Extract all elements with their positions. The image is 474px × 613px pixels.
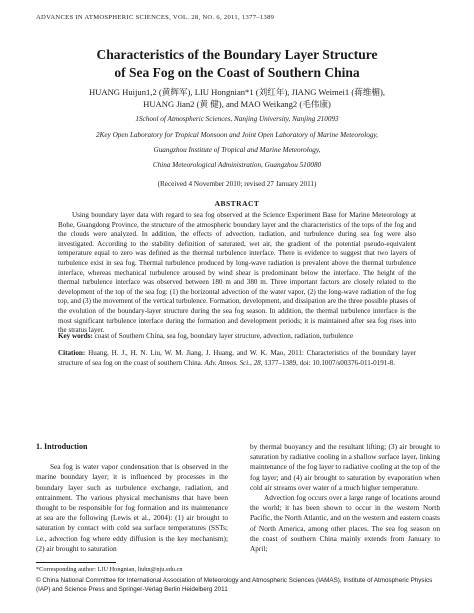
citation: Citation: Huang, H. J., H. N. Liu, W. M. Jiang, J. Huang, and W. K. Mao, 2011: Characteristics of the boundary layer structure of sea fog on the coast of southern China. Adv. Atmos. Sci., 28, 1377–1389, doi: 10.1007/s00376-011-0191-8. [58, 349, 416, 367]
paper-title [20, 46, 454, 82]
citation-pages-doi: , 1377–1389, doi: 10.1007/s00376-011-0191-8. [260, 358, 396, 367]
keywords-text: coast of Southern China, sea fog, boundary layer structure, advection, radiation, turbulence [94, 332, 354, 340]
keywords [58, 332, 416, 342]
affiliation-2-line-3: China Meteorological Administration, Guangzhou 510080 [152, 161, 322, 169]
affiliation-2-line-2: Guangzhou Institute of Tropical and Marine Meteorology, [153, 146, 321, 154]
received-dates: (Received 4 November 2010; revised 27 January 2011) [157, 180, 317, 188]
title-line-1: Characteristics of the Boundary Layer Structure [96, 47, 378, 62]
authors-line-1: HUANG Huijun1,2 (黄辉军), LIU Hongnian*1 (刘红年), JIANG Weimei1 (蒋维楣), [88, 87, 386, 97]
citation-journal: Adv. Atmos. Sci. [204, 358, 251, 367]
citation-label: Citation: [58, 349, 86, 357]
intro-paragraph-1: Sea fog is water vapor condensation that is observed in the marine boundary layer; it is influenced by processes in the boundary layer such as turbulence exchange, radiation, and entrainment. The various physical mechanisms that have been thought to be responsible for fog formation and its maintenance at sea are the following (Lewis et al., 2004): (1) air brought to saturation by contact with cold sea surface temperatures (SSTs; i.e., advection fog where eddy diffusion is the key mechanism); (2) air brought to saturation [36, 462, 228, 553]
corresponding-author-note: *Corresponding author: LIU Hongnian, liuhn@nju.edu.cn [36, 566, 183, 573]
left-column [36, 442, 228, 554]
affiliation-1: 1School of Atmospheric Sciences, Nanjing University, Nanjing 210093 [135, 115, 339, 123]
footnote-rule [36, 562, 116, 563]
authors-line-2: HUANG Jian2 (黄 健), and MAO Weikang2 (毛伟康) [143, 99, 331, 109]
abstract-heading: ABSTRACT [214, 199, 260, 208]
right-column [250, 442, 440, 554]
title-line-2: of Sea Fog on the Coast of Southern China [114, 65, 360, 80]
intro-paragraph-1-continued: by thermal buoyancy and the resultant lifting; (3) air brought to saturation by radiative cooling in a shallow surface layer, linking maintenance of the fog layer to radiative cooling at the top of the fog layer; and (4) air brought to saturation by evaporation when cold air streams over water of a much higher temperature. [250, 442, 440, 492]
copyright-note: © China National Committee for International Association of Meteorology and Atmospheric Sciences (IAMAS), Institute of Atmospheric Physics (IAP) and Science Press and Springer-Verlag Berlin Heidelberg 2011 [36, 577, 433, 593]
section-heading-introduction: 1. Introduction [36, 442, 88, 451]
running-header: ADVANCES IN ATMOSPHERIC SCIENCES, VOL. 28, NO. 6, 2011, 1377–1389 [36, 14, 275, 21]
intro-paragraph-2: Advection fog occurs over a large range of locations around the world; it has been shown to occur in the western North Pacific, the North Atlantic, and on the western and eastern coasts of North America, among other places. The sea fog season on the coast of southern China mainly extends from January to April; [250, 493, 440, 554]
author-list [40, 86, 434, 110]
affiliation-2-line-1: 2Key Open Laboratory for Tropical Monsoon and Joint Open Laboratory of Marine Meteorology, [96, 131, 378, 139]
citation-text: Huang, H. J., H. N. Liu, W. M. Jiang, J. Huang, and W. K. Mao, 2011: Characteristics of the boundary layer structure of sea fog on the coast of southern China. [58, 349, 416, 367]
abstract-body: Using boundary layer data with regard to sea fog observed at the Science Experiment Base for Marine Meteorology at Bohe, Guangdong Province, the structure of the atmospheric boundary layer and the characteristics of the tops of the fog and the clouds were analyzed. In addition, the effects of advection, radiation, and turbulence during sea fog were also investigated. According to the stability definition of saturated, wet air, the gradient of the potential pseudo-equivalent temperature equal to zero was defined as the thermal turbulence interface. There is evidence to suggest that two layers of turbulence exist in sea fog. Thermal turbulence produced by long-wave radiation is prevalent above the thermal turbulence interface, whereas mechanical turbulence aroused by wind shear is predominant below the interface. The height of the thermal turbulence interface was observed between 180 m and 380 m. Three important factors are closely related to the development of the top of the sea fog: (1) the horizontal advection of the water vapor, (2) the long-wave radiation of the fog top, and (3) the movement of the vertical turbulence. Formation, development, and dissipation are the three possible phases of the evolution of the boundary-layer structure during the sea fog season. In addition, the thermal turbulence interface is the most significant turbulence interface during the formation and development periods; it is maintained after sea fog rises into the stratus layer. [58, 211, 416, 335]
citation-volume: 28 [253, 358, 261, 367]
keywords-label: Key words: [58, 332, 93, 340]
footnotes [36, 566, 438, 594]
